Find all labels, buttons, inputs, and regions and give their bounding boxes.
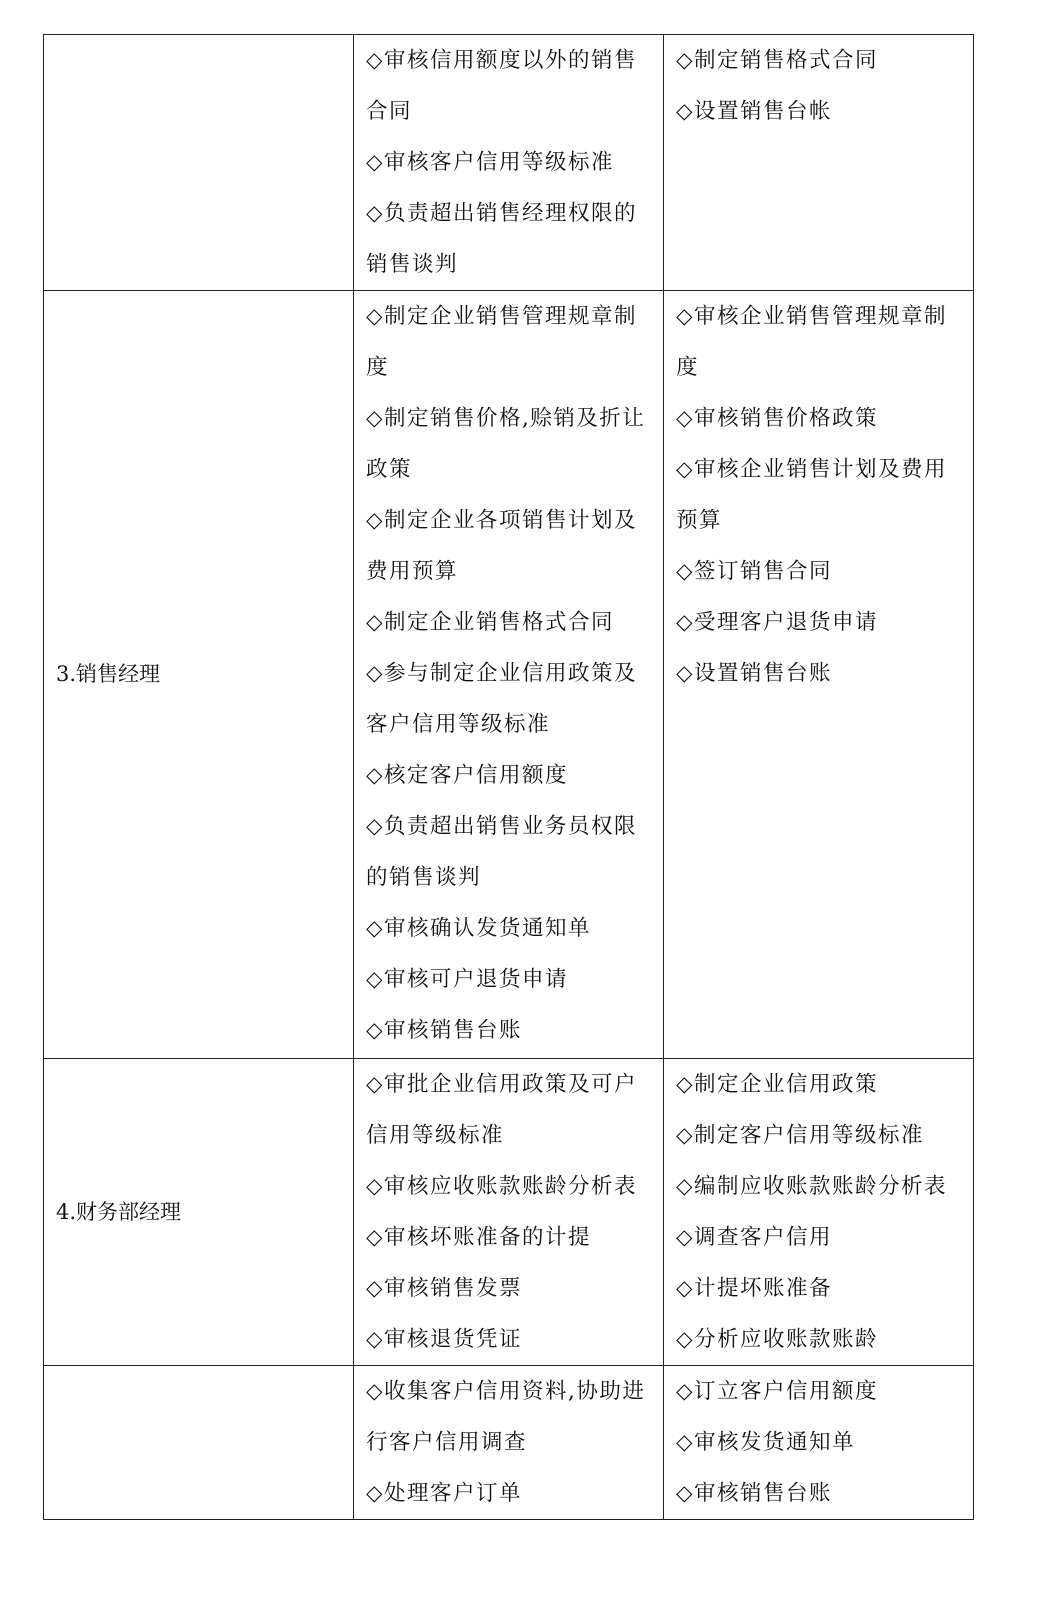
task-item: ◇制定客户信用等级标准 [676,1123,925,1148]
table-row [44,1059,974,1366]
table-row [44,1366,974,1520]
duty-item: ◇收集客户信用资料,协助进行客户信用调查 [366,1379,646,1455]
role-label: 4.财务部经理 [56,1199,182,1224]
tasks-cell [664,291,974,1059]
tasks-cell [664,1366,974,1520]
table-row [44,35,974,291]
table-row [44,291,974,1059]
duties-cell [354,35,664,291]
task-item: ◇编制应收账款账龄分析表 [676,1174,948,1199]
duty-item: ◇审核客户信用等级标准 [366,150,615,175]
role-cell [44,1366,354,1520]
task-item: ◇制定企业信用政策 [676,1072,879,1097]
task-item: ◇审核企业销售计划及费用预算 [676,457,948,533]
duty-item: ◇核定客户信用额度 [366,763,569,788]
task-item: ◇审核发货通知单 [676,1430,856,1455]
task-item: ◇制定销售格式合同 [676,48,879,73]
task-item: ◇受理客户退货申请 [676,610,879,635]
role-cell [44,1059,354,1366]
duties-cell [354,1366,664,1520]
task-item: ◇分析应收账款账龄 [676,1327,879,1352]
role-label: 3.销售经理 [56,662,161,686]
task-item: ◇签订销售合同 [676,559,833,584]
duty-item: ◇审核信用额度以外的销售合同 [366,48,638,124]
duty-item: ◇审核销售台账 [366,1018,523,1043]
duty-item: ◇审核应收账款账龄分析表 [366,1174,638,1199]
duty-item: ◇负责超出销售业务员权限的销售谈判 [366,814,638,890]
task-item: ◇调查客户信用 [676,1225,833,1250]
task-item: ◇设置销售台账 [676,661,833,686]
duty-item: ◇审批企业信用政策及可户信用等级标准 [366,1072,638,1148]
duty-item: ◇制定企业销售格式合同 [366,610,615,635]
duty-item: ◇参与制定企业信用政策及客户信用等级标准 [366,661,638,737]
duty-item: ◇制定企业各项销售计划及费用预算 [366,508,638,584]
duty-item: ◇负责超出销售经理权限的销售谈判 [366,201,638,277]
duties-cell [354,291,664,1059]
duties-cell [354,1059,664,1366]
task-item: ◇订立客户信用额度 [676,1379,879,1404]
task-item: ◇审核企业销售管理规章制度 [676,304,948,380]
duty-item: ◇审核退货凭证 [366,1327,523,1352]
duty-item: ◇处理客户订单 [366,1481,523,1506]
duty-item: ◇审核坏账准备的计提 [366,1225,592,1250]
role-cell [44,35,354,291]
duty-item: ◇制定销售价格,赊销及折让政策 [366,406,646,482]
task-item: ◇计提坏账准备 [676,1276,833,1301]
responsibility-table [43,34,974,1520]
role-cell [44,291,354,1059]
duty-item: ◇审核可户退货申请 [366,967,569,992]
task-item: ◇设置销售台帐 [676,99,833,124]
duty-item: ◇制定企业销售管理规章制度 [366,304,638,380]
tasks-cell [664,1059,974,1366]
tasks-cell [664,35,974,291]
duty-item: ◇审核确认发货通知单 [366,916,592,941]
task-item: ◇审核销售价格政策 [676,406,879,431]
duty-item: ◇审核销售发票 [366,1276,523,1301]
task-item: ◇审核销售台账 [676,1481,833,1506]
